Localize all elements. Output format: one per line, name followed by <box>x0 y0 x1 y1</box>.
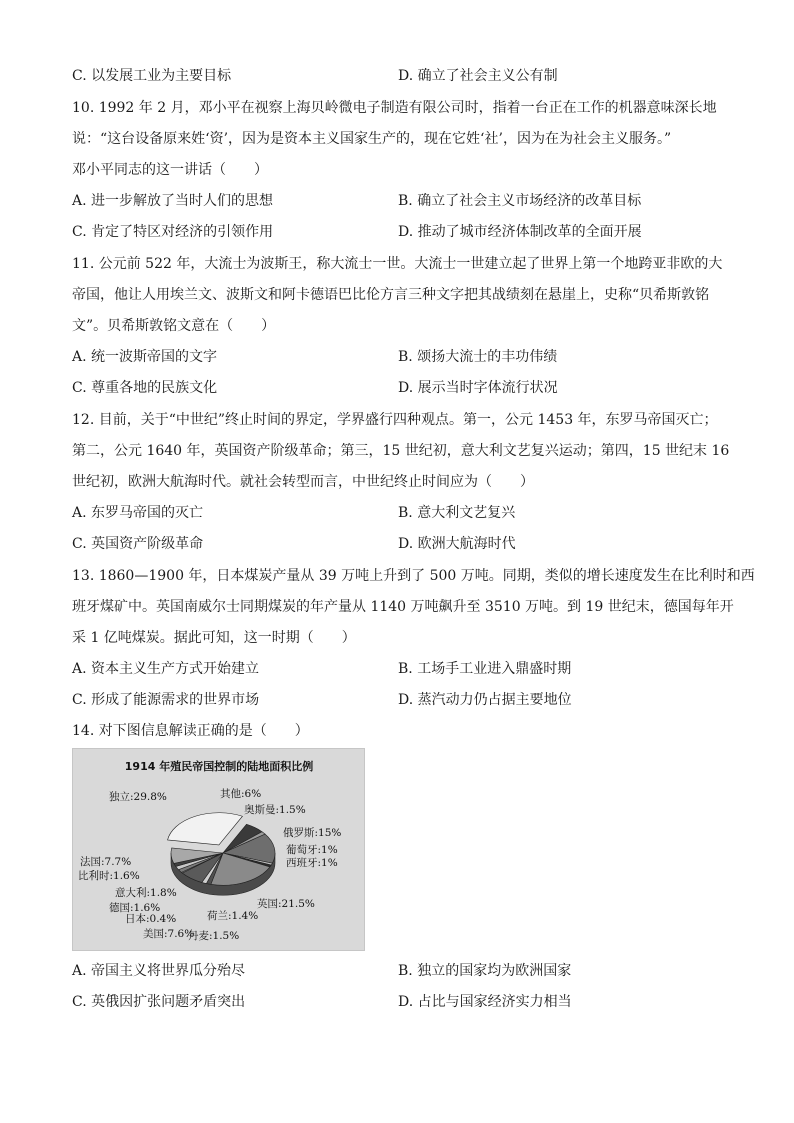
q14-option-c: C. 英俄因扩张问题矛盾突出 <box>72 994 246 1010</box>
q12-stem-line-2: 第二，公元 1640 年，英国资产阶级革命；第三，15 世纪初，意大利文艺复兴运动；第四，15 世纪末 16 <box>72 443 730 459</box>
q12-stem-line-1: 12. 目前，关于“中世纪”终止时间的界定，学界盛行四种观点。第一，公元 1453 年，东罗马帝国灭亡； <box>72 412 718 428</box>
q14-stem: 14. 对下图信息解读正确的是（ ） <box>72 723 309 739</box>
q12-option-a: A. 东罗马帝国的灭亡 <box>72 505 204 521</box>
q12-option-b: B. 意大利文艺复兴 <box>398 505 516 521</box>
q13-stem-line-3: 采 1 亿吨煤炭。据此可知，这一时期（ ） <box>72 630 356 646</box>
q11-stem-line-2: 帝国，他让人用埃兰文、波斯文和阿卡德语巴比伦方言三种文字把其战绩刻在悬崖上，史称“贝希斯敦铭 <box>72 287 710 303</box>
pie-label-8: 丹麦:1.5% <box>188 930 240 942</box>
q11-option-a: A. 统一波斯帝国的文字 <box>72 349 218 365</box>
pie-label-6: 英国:21.5% <box>257 898 315 910</box>
q9-option-c: C. 以发展工业为主要目标 <box>72 68 232 84</box>
pie-label-4: 葡萄牙:1% <box>286 844 338 856</box>
q11-option-b: B. 颂扬大流士的丰功伟绩 <box>398 349 558 365</box>
pie-label-10: 日本:0.4% <box>125 913 177 925</box>
q14-option-a: A. 帝国主义将世界瓜分殆尽 <box>72 963 246 979</box>
pie-label-11: 德国:1.6% <box>109 902 161 914</box>
pie-label-9: 美国:7.6% <box>143 928 195 940</box>
pie-label-0: 独立:29.8% <box>109 791 167 803</box>
q11-stem-line-3: 文”。贝希斯敦铭文意在（ ） <box>72 318 276 334</box>
q12-stem-line-3: 世纪初，欧洲大航海时代。就社会转型而言，中世纪终止时间应为（ ） <box>72 474 534 490</box>
q9-option-d: D. 确立了社会主义公有制 <box>398 68 558 84</box>
q13-option-d: D. 蒸汽动力仍占据主要地位 <box>398 692 572 708</box>
pie-label-1: 其他:6% <box>220 788 262 800</box>
q13-option-a: A. 资本主义生产方式开始建立 <box>72 661 260 677</box>
q12-option-c: C. 英国资产阶级革命 <box>72 536 204 552</box>
q10-option-a: A. 进一步解放了当时人们的思想 <box>72 193 274 209</box>
q10-option-b: B. 确立了社会主义市场经济的改革目标 <box>398 193 642 209</box>
pie-label-14: 法国:7.7% <box>80 856 132 868</box>
q14-option-b: B. 独立的国家均为欧洲国家 <box>398 963 572 979</box>
pie-chart-figure <box>72 748 365 951</box>
pie-label-5: 西班牙:1% <box>286 857 338 869</box>
q13-option-c: C. 形成了能源需求的世界市场 <box>72 692 260 708</box>
q10-option-c: C. 肯定了特区对经济的引领作用 <box>72 224 274 240</box>
q11-option-c: C. 尊重各地的民族文化 <box>72 380 218 396</box>
q14-option-d: D. 占比与国家经济实力相当 <box>398 994 572 1010</box>
q11-option-d: D. 展示当时字体流行状况 <box>398 380 558 396</box>
q10-stem-line-1: 10. 1992 年 2 月，邓小平在视察上海贝岭微电子制造有限公司时，指着一台正在工作的机器意味深长地 <box>72 100 717 116</box>
q12-option-d: D. 欧洲大航海时代 <box>398 536 516 552</box>
pie-label-13: 比利时:1.6% <box>78 870 140 882</box>
pie-chart-svg <box>73 749 365 951</box>
q13-stem-line-1: 13. 1860—1900 年，日本煤炭产量从 39 万吨上升到了 500 万吨。同期，类似的增长速度发生在比利时和西 <box>72 568 755 584</box>
pie-label-12: 意大利:1.8% <box>115 887 177 899</box>
pie-slice-0 <box>168 813 243 845</box>
q10-option-d: D. 推动了城市经济体制改革的全面开展 <box>398 224 642 240</box>
q13-option-b: B. 工场手工业进入鼎盛时期 <box>398 661 572 677</box>
pie-slices-group <box>168 813 275 895</box>
pie-label-3: 俄罗斯:15% <box>283 827 342 839</box>
q13-stem-line-2: 班牙煤矿中。英国南威尔士同期煤炭的年产量从 1140 万吨飙升至 3510 万吨。到 19 世纪末，德国每年开 <box>72 599 734 615</box>
chart-title: 1914 年殖民帝国控制的陆地面积比例 <box>124 760 314 773</box>
q10-stem-line-2: 说：“这台设备原来姓‘资’，因为是资本主义国家生产的，现在它姓‘社’，因为在为社会主义服务。” <box>72 131 672 147</box>
q10-stem-line-3: 邓小平同志的这一讲话（ ） <box>72 162 268 178</box>
pie-label-7: 荷兰:1.4% <box>207 910 259 922</box>
pie-label-2: 奥斯曼:1.5% <box>244 804 306 816</box>
q11-stem-line-1: 11. 公元前 522 年，大流士为波斯王，称大流士一世。大流士一世建立起了世界上第一个地跨亚非欧的大 <box>72 256 723 272</box>
